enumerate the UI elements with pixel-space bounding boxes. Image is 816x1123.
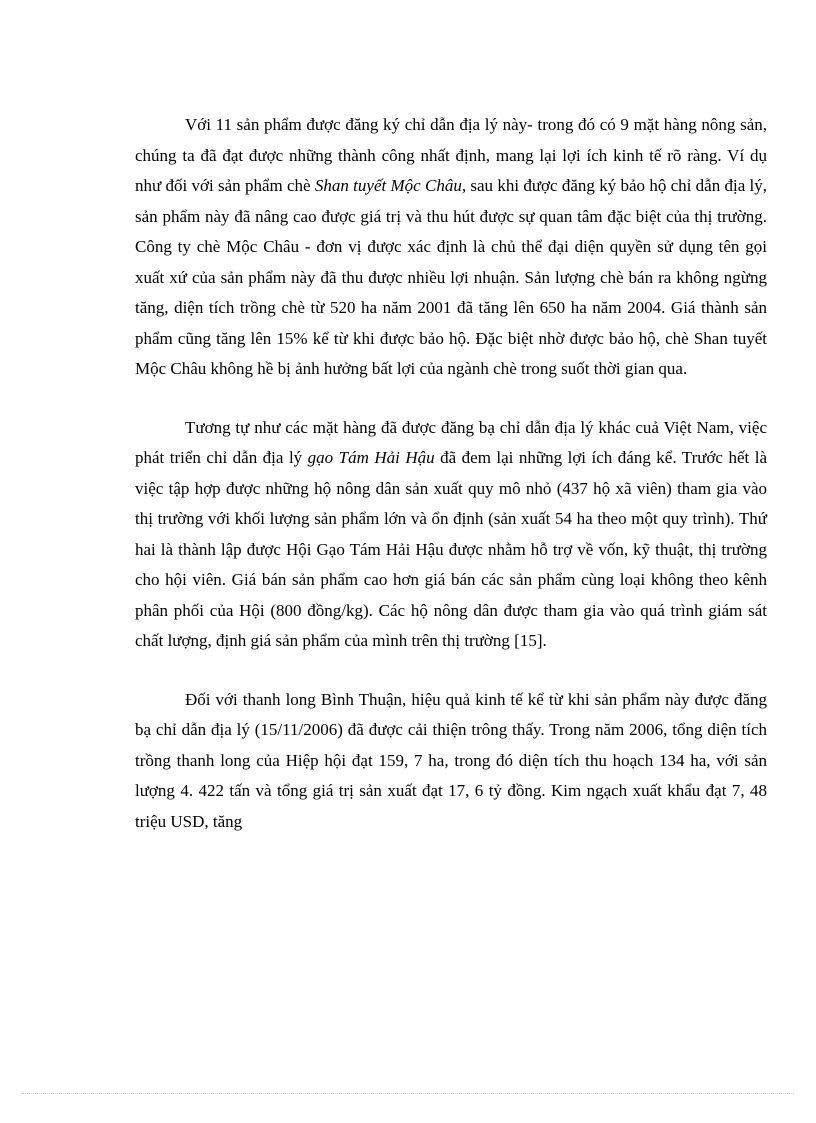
paragraph-hai-hau-rice — [135, 413, 767, 657]
page-bottom-divider — [22, 1093, 794, 1094]
italic-product-name: gạo Tám Hải Hậu — [307, 448, 435, 467]
paragraph-text: Đối với thanh long Bình Thuận, hiệu quả kinh tế kể từ khi sản phẩm này được đăng bạ chỉ dẫn địa lý (15/11/2006) đã được cải thiện trông thấy. Trong năm 2006, tổng diện tích trồng thanh long của Hiệp hội đạt 159, 7 ha, trong đó diện tích thu hoạch 134 ha, với sản lượng 4. 422 tấn và tổng giá trị sản xuất đạt 17, 6 tỷ đồng. Kim ngạch xuất khẩu đạt 7, 48 triệu USD, tăng — [135, 689, 767, 831]
paragraph-binh-thuan-dragon-fruit — [135, 685, 767, 838]
paragraph-text: Với 11 sản phẩm được đăng ký chỉ dẫn địa lý này- trong đó có 9 mặt hàng nông sản, chúng ta đã đạt được những thành công nhất định, mang lại lợi ích kinh tế rõ ràng. Ví dụ như đối với sản phẩm chè — [135, 115, 767, 195]
italic-product-name: Shan tuyết Mộc Châu — [314, 176, 462, 195]
document-body — [135, 110, 767, 865]
paragraph-moc-chau-tea — [135, 110, 767, 385]
paragraph-text: đã đem lại những lợi ích đáng kể. Trước hết là việc tập hợp được những hộ nông dân sản xuất quy mô nhỏ (437 hộ xã viên) tham gia vào thị trường với khối lượng sản phẩm lớn và ổn định (sản xuất 54 ha theo một quy trình). Thứ hai là thành lập được Hội Gạo Tám Hải Hậu được nhằm hỗ trợ về vốn, kỹ thuật, thị trường cho hội viên. Giá bán sản phẩm cao hơn giá bán các sản phẩm cùng loại không theo kênh phân phối của Hội (800 đồng/kg). Các hộ nông dân được tham gia vào quá trình giám sát chất lượng, định giá sản phẩm của mình trên thị trường [15]. — [135, 448, 767, 650]
paragraph-text: , sau khi được đăng ký bảo hộ chỉ dẫn địa lý, sản phẩm này đã nâng cao được giá trị và thu hút được sự quan tâm đặc biệt của thị trường. Công ty chè Mộc Châu - đơn vị được xác định là chủ thể đại diện quyền sử dụng tên gọi xuất xứ của sản phẩm này đã thu được nhiều lợi nhuận. Sản lượng chè bán ra không ngừng tăng, diện tích trồng chè từ 520 ha năm 2001 đã tăng lên 650 ha năm 2004. Giá thành sản phẩm cũng tăng lên 15% kể từ khi được bảo hộ. Đặc biệt nhờ được bảo hộ, chè Shan tuyết Mộc Châu không hề bị ảnh hưởng bất lợi của ngành chè trong suốt thời gian qua. — [135, 176, 768, 378]
paragraph-text: Tương tự như các mặt hàng đã được đăng bạ chỉ dẫn địa lý khác cuả Việt Nam, việc phát triển chỉ dẫn địa lý — [135, 417, 767, 467]
